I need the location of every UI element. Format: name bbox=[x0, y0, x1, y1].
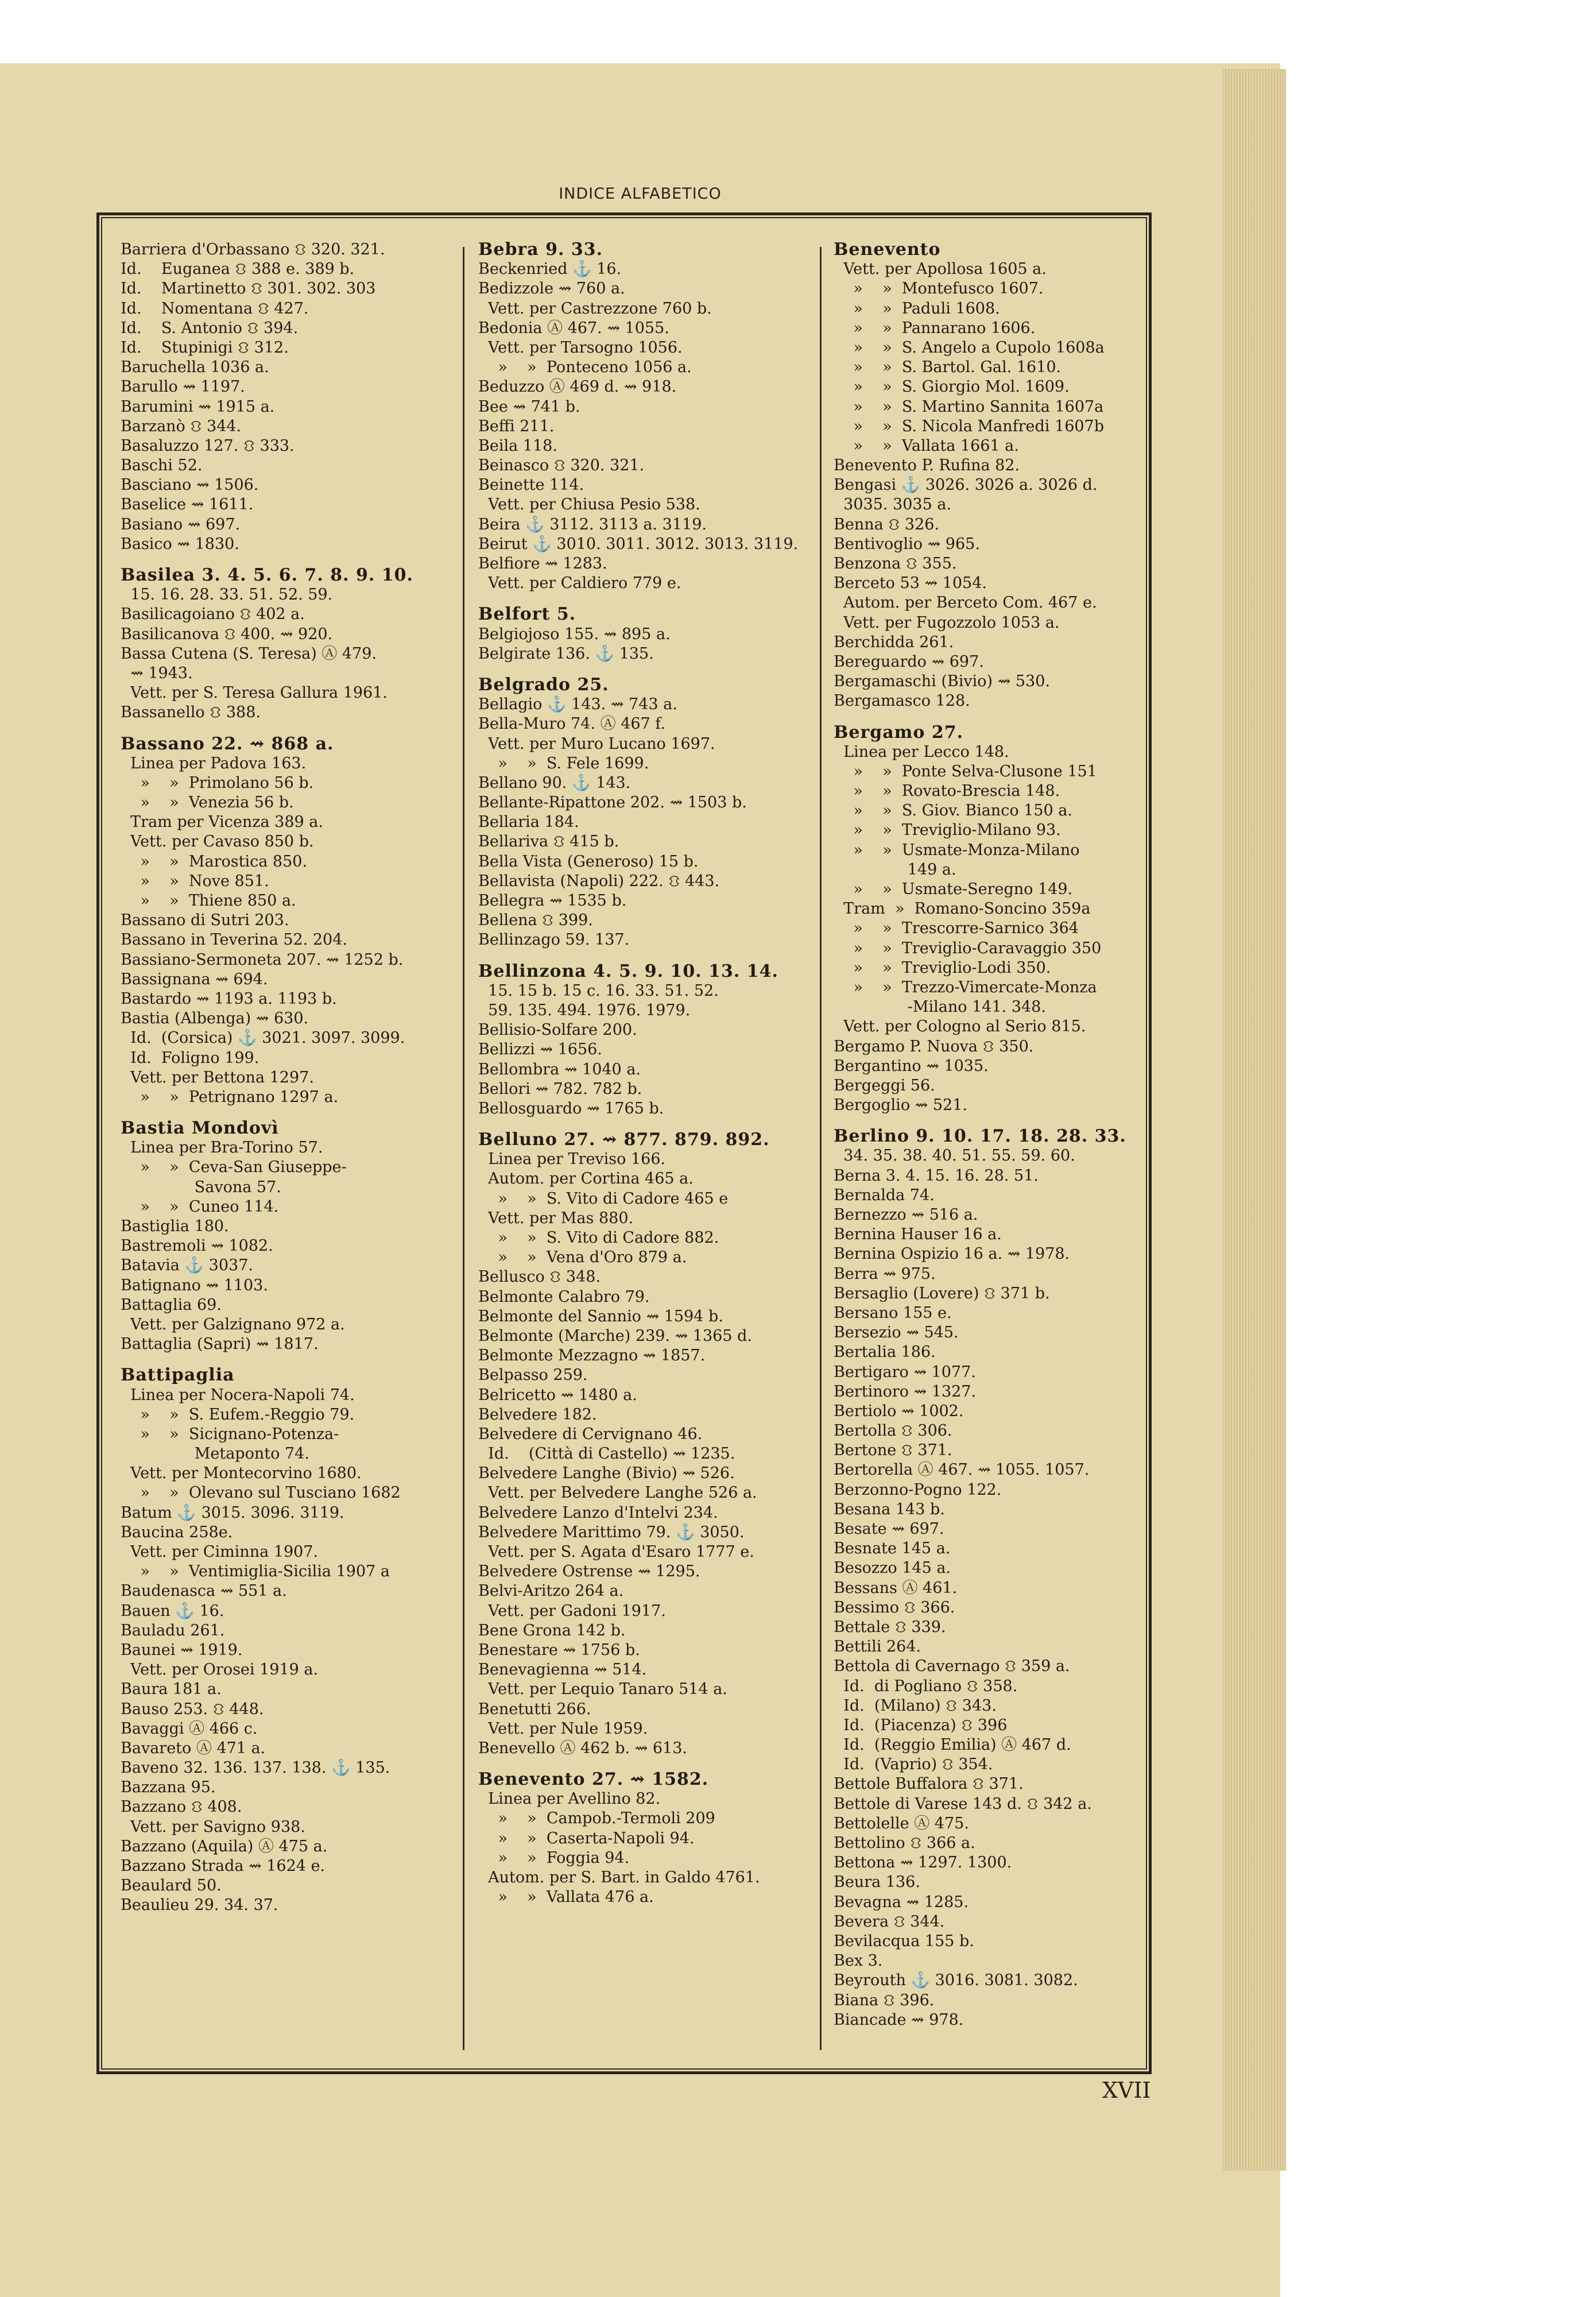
index-entry: Belmonte del Sannio ⇝ 1594 b. bbox=[478, 1307, 723, 1325]
index-entry: Berra ⇝ 975. bbox=[834, 1264, 936, 1283]
index-entry: Vett. per Cologno al Serio 815. bbox=[834, 1018, 1086, 1036]
index-entry: Vett. per Tarsogno 1056. bbox=[478, 338, 683, 357]
index-entry: Bernina Ospizio 16 a. ⇝ 1978. bbox=[834, 1245, 1070, 1263]
index-entry: Battaglia (Sapri) ⇝ 1817. bbox=[121, 1335, 319, 1354]
index-entry: Benzona ⛻ 355. bbox=[834, 555, 957, 573]
index-entry: » » Caserta-Napoli 94. bbox=[478, 1829, 695, 1847]
index-entry: Id. (Reggio Emilia) Ⓐ 467 d. bbox=[834, 1736, 1071, 1754]
index-entry: Bergantino ⇝ 1035. bbox=[834, 1057, 989, 1075]
index-entry: Bettale ⛻ 339. bbox=[834, 1618, 946, 1636]
index-heading: Bassano 22. ⇝ 868 a. bbox=[121, 734, 334, 754]
index-entry: Linea per Lecco 148. bbox=[834, 743, 1009, 761]
index-entry: Bergoglio ⇝ 521. bbox=[834, 1096, 967, 1115]
index-entry: Bazzano Strada ⇝ 1624 e. bbox=[121, 1857, 326, 1875]
index-entry: Berna 3. 4. 15. 16. 28. 51. bbox=[834, 1166, 1039, 1185]
index-entry: Bettona ⇝ 1297. 1300. bbox=[834, 1854, 1012, 1872]
entry-gap bbox=[121, 554, 454, 566]
index-entry: Bavaggi Ⓐ 466 c. bbox=[121, 1719, 258, 1738]
index-entry: » » Vallata 1661 a. bbox=[834, 436, 1019, 455]
index-entry: Berchidda 261. bbox=[834, 633, 954, 651]
entry-gap bbox=[478, 950, 817, 962]
index-entry: Bertolla ⛻ 306. bbox=[834, 1422, 952, 1440]
index-entry: Belfiore ⇝ 1283. bbox=[478, 555, 607, 573]
index-entry: » » Venezia 56 b. bbox=[121, 794, 294, 812]
index-entry: Belvedere Lanzo d'Intelvi 234. bbox=[478, 1503, 718, 1522]
index-entry: Bellisio-Solfare 200. bbox=[478, 1021, 637, 1039]
index-entry: Id. Nomentana ⛻ 427. bbox=[121, 299, 309, 318]
index-entry: Baucina 258e. bbox=[121, 1523, 233, 1541]
index-entry: » » Treviglio-Milano 93. bbox=[834, 821, 1061, 840]
index-entry: Barzanò ⛻ 344. bbox=[121, 417, 242, 435]
index-entry: Vett. per Gadoni 1917. bbox=[478, 1602, 666, 1620]
index-entry: Bella-Muro 74. Ⓐ 467 f. bbox=[478, 715, 665, 733]
index-entry: » » Trezzo-Vimercate-Monza bbox=[834, 978, 1097, 996]
index-entry: Bettole di Varese 143 d. ⛻ 342 a. bbox=[834, 1795, 1092, 1813]
index-entry: Belvedere Ostrense ⇝ 1295. bbox=[478, 1563, 700, 1581]
index-entry: Bertiolo ⇝ 1002. bbox=[834, 1402, 964, 1420]
index-entry: » » Usmate-Seregno 149. bbox=[834, 880, 1073, 898]
index-entry: Belricetto ⇝ 1480 a. bbox=[478, 1386, 637, 1404]
index-entry: » » Pannarano 1606. bbox=[834, 319, 1036, 337]
index-entry: » » S. Giov. Bianco 150 a. bbox=[834, 802, 1072, 820]
index-entry: Linea per Nocera-Napoli 74. bbox=[121, 1386, 355, 1404]
index-entry: Bellombra ⇝ 1040 a. bbox=[478, 1060, 641, 1078]
index-heading: Bastia Mondovì bbox=[121, 1119, 279, 1139]
index-entry: Bertalia 186. bbox=[834, 1343, 936, 1362]
index-entry: Bellusco ⛻ 348. bbox=[478, 1268, 601, 1286]
index-entry: Bergamo P. Nuova ⛻ 350. bbox=[834, 1037, 1034, 1055]
index-entry: » » Treviglio-Lodi 350. bbox=[834, 958, 1051, 977]
index-entry: Bertigaro ⇝ 1077. bbox=[834, 1363, 976, 1381]
index-entry: Vett. per S. Teresa Gallura 1961. bbox=[121, 684, 388, 702]
index-entry: Bex 3. bbox=[834, 1952, 883, 1970]
index-entry: Bassiano-Sermoneta 207. ⇝ 1252 b. bbox=[121, 950, 404, 969]
index-entry: Benevagienna ⇝ 514. bbox=[478, 1661, 647, 1679]
index-entry: 3035. 3035 a. bbox=[834, 496, 952, 514]
index-entry: » » Campob.-Termoli 209 bbox=[478, 1809, 715, 1828]
index-entry: Belvedere 182. bbox=[478, 1405, 597, 1424]
index-entry: » » S. Nicola Manfredi 1607b bbox=[834, 417, 1105, 435]
index-entry: Bergamaschi (Bivio) ⇝ 530. bbox=[834, 672, 1050, 691]
index-entry: Baudenasca ⇝ 551 a. bbox=[121, 1582, 287, 1600]
index-entry: Vett. per Belvedere Langhe 526 a. bbox=[478, 1484, 757, 1502]
index-entry: Belvi-Aritzo 264 a. bbox=[478, 1582, 624, 1600]
index-entry: Metaponto 74. bbox=[121, 1445, 309, 1463]
index-entry: » » S. Martino Sannita 1607a bbox=[834, 397, 1104, 416]
index-entry: Beira ⚓ 3112. 3113 a. 3119. bbox=[478, 515, 707, 533]
index-entry: Bersaglio (Lovere) ⛻ 371 b. bbox=[834, 1284, 1050, 1302]
index-entry: Batum ⚓ 3015. 3096. 3119. bbox=[121, 1503, 344, 1522]
index-entry: » » S. Vito di Cadore 882. bbox=[478, 1229, 719, 1247]
index-entry: Id. Euganea ⛻ 388 e. 389 b. bbox=[121, 260, 355, 279]
index-entry: Bettolino ⛻ 366 a. bbox=[834, 1834, 975, 1852]
index-entry: Bella Vista (Generoso) 15 b. bbox=[478, 852, 699, 871]
index-entry: Id. S. Antonio ⛻ 394. bbox=[121, 319, 299, 337]
index-entry: Bastardo ⇝ 1193 a. 1193 b. bbox=[121, 989, 337, 1008]
index-entry: Benna ⛻ 326. bbox=[834, 515, 940, 533]
index-entry: Beckenried ⚓ 16. bbox=[478, 260, 622, 279]
entry-gap bbox=[834, 711, 1167, 723]
index-entry: Id. Stupinigi ⛻ 312. bbox=[121, 338, 289, 357]
index-entry: » » Ventimiglia-Sicilia 1907 a bbox=[121, 1563, 390, 1581]
index-entry: Bersano 155 e. bbox=[834, 1304, 952, 1322]
index-entry: -Milano 141. 348. bbox=[834, 998, 1046, 1016]
index-entry: Baura 181 a. bbox=[121, 1680, 222, 1699]
index-entry: Belmonte Calabro 79. bbox=[478, 1287, 650, 1306]
index-entry: Battaglia 69. bbox=[121, 1296, 222, 1314]
index-entry: » » Trescorre-Sarnico 364 bbox=[834, 919, 1079, 938]
index-entry: Barriera d'Orbassano ⛻ 320. 321. bbox=[121, 241, 385, 258]
index-entry: Bersezio ⇝ 545. bbox=[834, 1324, 959, 1342]
index-entry: Bellinzago 59. 137. bbox=[478, 931, 630, 949]
index-entry: Beirut ⚓ 3010. 3011. 3012. 3013. 3119. bbox=[478, 535, 799, 553]
page-header: INDICE ALFABETICO bbox=[559, 185, 722, 203]
column-divider bbox=[820, 247, 822, 2050]
index-entry: Benetutti 266. bbox=[478, 1700, 591, 1718]
index-entry: Bereguardo ⇝ 697. bbox=[834, 652, 984, 671]
index-entry: 59. 135. 494. 1976. 1979. bbox=[478, 1001, 691, 1019]
index-heading: Bergamo 27. bbox=[834, 722, 964, 743]
index-entry: Id. Martinetto ⛻ 301. 302. 303 bbox=[121, 280, 376, 298]
index-entry: Basilicanova ⛻ 400. ⇝ 920. bbox=[121, 625, 333, 643]
index-heading: Benevento bbox=[834, 240, 941, 260]
index-entry: Beila 118. bbox=[478, 436, 557, 455]
index-entry: Bentivoglio ⇝ 965. bbox=[834, 535, 980, 553]
index-entry: Vett. per Galzignano 972 a. bbox=[121, 1315, 345, 1333]
index-entry: Bellano 90. ⚓ 143. bbox=[478, 774, 631, 792]
index-column-1 bbox=[121, 240, 454, 2060]
index-entry: Bazzana 95. bbox=[121, 1778, 216, 1797]
index-entry: 34. 35. 38. 40. 51. 55. 59. 60. bbox=[834, 1147, 1075, 1165]
index-entry: Vett. per Muro Lucano 1697. bbox=[478, 734, 715, 753]
index-entry: Vett. per Apollosa 1605 a. bbox=[834, 260, 1047, 279]
page-edges bbox=[1223, 69, 1286, 2171]
index-entry: » » S. Angelo a Cupolo 1608a bbox=[834, 338, 1105, 357]
index-entry: Bergamasco 128. bbox=[834, 692, 970, 710]
index-entry: » » Olevano sul Tusciano 1682 bbox=[121, 1484, 401, 1502]
index-entry: Bellegra ⇝ 1535 b. bbox=[478, 892, 627, 910]
index-entry: Bee ⇝ 741 b. bbox=[478, 397, 580, 416]
index-entry: Berceto 53 ⇝ 1054. bbox=[834, 574, 987, 593]
index-heading: Basilea 3. 4. 5. 6. 7. 8. 9. 10. bbox=[121, 566, 413, 585]
index-entry: Bettolelle Ⓐ 475. bbox=[834, 1814, 969, 1832]
index-entry: 15. 15 b. 15 c. 16. 33. 51. 52. bbox=[478, 981, 719, 1000]
index-entry: Benevello Ⓐ 462 b. ⇝ 613. bbox=[478, 1739, 687, 1757]
index-entry: Baselice ⇝ 1611. bbox=[121, 496, 254, 514]
index-entry: Bernina Hauser 16 a. bbox=[834, 1225, 1002, 1244]
index-entry: Bevilacqua 155 b. bbox=[834, 1932, 974, 1950]
index-entry: Bessimo ⛻ 366. bbox=[834, 1598, 955, 1617]
index-entry: Linea per Treviso 166. bbox=[478, 1150, 666, 1169]
index-entry: Id. (Città di Castello) ⇝ 1235. bbox=[478, 1445, 735, 1463]
index-entry: Besozzo 145 a. bbox=[834, 1559, 951, 1577]
entry-gap bbox=[121, 1354, 454, 1366]
index-entry: 15. 16. 28. 33. 51. 52. 59. bbox=[121, 586, 333, 604]
index-heading: Benevento 27. ⇝ 1582. bbox=[478, 1770, 709, 1790]
entry-gap bbox=[478, 1758, 817, 1770]
index-entry: Bauladu 261. bbox=[121, 1621, 225, 1639]
index-entry: Vett. per Nule 1959. bbox=[478, 1719, 648, 1738]
page-number: XVII bbox=[1102, 2078, 1151, 2103]
index-entry: Belgiojoso 155. ⇝ 895 a. bbox=[478, 625, 671, 643]
index-entry: Bavareto Ⓐ 471 a. bbox=[121, 1739, 266, 1757]
index-entry: Bassignana ⇝ 694. bbox=[121, 970, 268, 988]
index-entry: Id. (Milano) ⛻ 343. bbox=[834, 1696, 997, 1715]
index-entry: » » Vena d'Oro 879 a. bbox=[478, 1248, 687, 1267]
index-entry: » » Ponte Selva-Clusone 151 bbox=[834, 762, 1097, 780]
index-entry: Beffi 211. bbox=[478, 417, 555, 435]
index-entry: Bertone ⛻ 371. bbox=[834, 1441, 952, 1460]
index-heading: Belfort 5. bbox=[478, 605, 576, 625]
index-entry: Bellena ⛻ 399. bbox=[478, 911, 593, 930]
index-entry: Bazzano ⛻ 408. bbox=[121, 1798, 242, 1816]
index-entry: Beura 136. bbox=[834, 1873, 920, 1892]
index-entry: Basiano ⇝ 697. bbox=[121, 515, 241, 533]
entry-gap bbox=[121, 723, 454, 734]
index-heading: Belluno 27. ⇝ 877. 879. 892. bbox=[478, 1130, 770, 1150]
index-entry: Vett. per Cavaso 850 b. bbox=[121, 833, 314, 851]
entry-gap bbox=[478, 593, 817, 605]
index-entry: Tram » Romano-Soncino 359a bbox=[834, 900, 1091, 918]
index-entry: Vett. per Bettona 1297. bbox=[121, 1068, 314, 1086]
index-entry: » » Usmate-Monza-Milano bbox=[834, 841, 1080, 859]
index-entry: Id. (Vaprio) ⛻ 354. bbox=[834, 1755, 993, 1774]
index-entry: Baschi 52. bbox=[121, 457, 203, 475]
index-entry: Barullo ⇝ 1197. bbox=[121, 378, 245, 396]
index-entry: » » S. Bartol. Gal. 1610. bbox=[834, 358, 1062, 377]
index-entry: Basciano ⇝ 1506. bbox=[121, 476, 259, 494]
index-entry: Bevera ⛻ 344. bbox=[834, 1912, 945, 1931]
index-entry: Vett. per Montecorvino 1680. bbox=[121, 1464, 362, 1483]
index-entry: Belpasso 259. bbox=[478, 1366, 588, 1385]
index-entry: Vett. per Caldiero 779 e. bbox=[478, 574, 681, 593]
index-entry: Vett. per Lequio Tanaro 514 a. bbox=[478, 1680, 727, 1699]
index-entry: Biana ⛻ 396. bbox=[834, 1991, 935, 2009]
index-entry: Vett. per Chiusa Pesio 538. bbox=[478, 496, 700, 514]
index-entry: Bassano in Teverina 52. 204. bbox=[121, 931, 347, 949]
index-entry: Bassano di Sutri 203. bbox=[121, 911, 289, 930]
index-entry: Bedizzole ⇝ 760 a. bbox=[478, 280, 625, 298]
entry-gap bbox=[478, 664, 817, 675]
entry-gap bbox=[121, 1107, 454, 1119]
index-entry: Belmonte (Marche) 239. ⇝ 1365 d. bbox=[478, 1327, 752, 1345]
index-heading: Bellinzona 4. 5. 9. 10. 13. 14. bbox=[478, 961, 778, 981]
index-entry: Vett. per Savigno 938. bbox=[121, 1818, 305, 1836]
index-entry: Beinette 114. bbox=[478, 476, 584, 494]
index-entry: Bellagio ⚓ 143. ⇝ 743 a. bbox=[478, 695, 677, 714]
index-entry: » » Ceva-San Giuseppe- bbox=[121, 1158, 347, 1177]
index-entry: Bassanello ⛻ 388. bbox=[121, 703, 261, 722]
index-entry: » » Montefusco 1607. bbox=[834, 280, 1044, 298]
index-entry: » » Petrignano 1297 a. bbox=[121, 1088, 339, 1106]
index-entry: » » Rovato-Brescia 148. bbox=[834, 782, 1060, 801]
index-heading: Battipaglia bbox=[121, 1366, 235, 1386]
index-entry: Autom. per S. Bart. in Galdo 4761. bbox=[478, 1869, 760, 1886]
index-entry: Bauso 253. ⛻ 448. bbox=[121, 1700, 264, 1718]
index-entry: Beaulard 50. bbox=[121, 1877, 222, 1895]
index-entry: » » Marostica 850. bbox=[121, 852, 308, 871]
index-entry: Bettole Buffalora ⛻ 371. bbox=[834, 1775, 1024, 1793]
index-column-3 bbox=[834, 240, 1167, 2060]
index-entry: » » Ponteceno 1056 a. bbox=[478, 358, 692, 377]
index-entry: » » Foggia 94. bbox=[478, 1849, 630, 1867]
index-entry: ⇝ 1943. bbox=[121, 664, 193, 682]
index-entry: Bertorella Ⓐ 467. ⇝ 1055. 1057. bbox=[834, 1461, 1090, 1479]
index-heading: Belgrado 25. bbox=[478, 675, 609, 695]
index-entry: Id. di Pogliano ⛻ 358. bbox=[834, 1677, 1018, 1695]
index-entry: Vett. per S. Agata d'Esaro 1777 e. bbox=[478, 1543, 754, 1561]
index-entry: Besate ⇝ 697. bbox=[834, 1520, 944, 1538]
index-entry: » » Primolano 56 b. bbox=[121, 774, 314, 792]
index-heading: Bebra 9. 33. bbox=[478, 240, 603, 260]
index-entry: Bergeggi 56. bbox=[834, 1076, 935, 1095]
index-entry: Batignano ⇝ 1103. bbox=[121, 1276, 268, 1294]
index-entry: » » Sicignano-Potenza- bbox=[121, 1425, 339, 1443]
index-entry: Batavia ⚓ 3037. bbox=[121, 1256, 253, 1275]
index-entry: Belvedere Marittimo 79. ⚓ 3050. bbox=[478, 1523, 745, 1541]
index-entry: Baunei ⇝ 1919. bbox=[121, 1641, 243, 1659]
index-entry: Bedonia Ⓐ 467. ⇝ 1055. bbox=[478, 319, 669, 337]
index-entry: » » Nove 851. bbox=[121, 872, 269, 890]
index-entry: Belmonte Mezzagno ⇝ 1857. bbox=[478, 1347, 706, 1365]
index-entry: Linea per Padova 163. bbox=[121, 754, 307, 772]
index-entry: Basaluzzo 127. ⛻ 333. bbox=[121, 436, 295, 455]
entry-gap bbox=[834, 1115, 1167, 1127]
index-entry: Beaulieu 29. 34. 37. bbox=[121, 1896, 278, 1915]
index-entry: Bellavista (Napoli) 222. ⛻ 443. bbox=[478, 872, 720, 890]
index-entry: Benevento P. Rufina 82. bbox=[834, 457, 1020, 475]
index-entry: » » Cuneo 114. bbox=[121, 1197, 279, 1216]
index-entry: Bettili 264. bbox=[834, 1638, 921, 1656]
index-entry: Bellizzi ⇝ 1656. bbox=[478, 1041, 602, 1059]
index-entry: Bellori ⇝ 782. 782 b. bbox=[478, 1080, 642, 1098]
index-entry: Bellosguardo ⇝ 1765 b. bbox=[478, 1099, 664, 1117]
index-entry: Bene Grona 142 b. bbox=[478, 1621, 626, 1639]
index-entry: Bernezzo ⇝ 516 a. bbox=[834, 1206, 978, 1224]
index-entry: Bessans Ⓐ 461. bbox=[834, 1579, 958, 1597]
index-entry: Besana 143 b. bbox=[834, 1500, 945, 1518]
index-entry: Autom. per Berceto Com. 467 e. bbox=[834, 594, 1097, 612]
index-entry: Vett. per Mas 880. bbox=[478, 1209, 634, 1227]
index-entry: Belvedere Langhe (Bivio) ⇝ 526. bbox=[478, 1464, 735, 1483]
index-entry: Barumini ⇝ 1915 a. bbox=[121, 397, 275, 416]
index-entry: 149 a. bbox=[834, 860, 956, 879]
index-heading: Berlino 9. 10. 17. 18. 28. 33. bbox=[834, 1127, 1126, 1147]
index-entry: » » Vallata 476 a. bbox=[478, 1888, 654, 1907]
index-entry: Berzonno-Pogno 122. bbox=[834, 1480, 1002, 1499]
index-entry: Bauen ⚓ 16. bbox=[121, 1602, 224, 1620]
index-entry: Belgirate 136. ⚓ 135. bbox=[478, 644, 654, 663]
index-entry: Bassa Cutena (S. Teresa) Ⓐ 479. bbox=[121, 644, 377, 663]
index-entry: Vett. per Fugozzolo 1053 a. bbox=[834, 613, 1060, 632]
index-entry: Savona 57. bbox=[121, 1178, 281, 1196]
index-entry: Basico ⇝ 1830. bbox=[121, 535, 239, 553]
index-entry: Vett. per Ciminna 1907. bbox=[121, 1543, 319, 1561]
index-entry: Bengasi ⚓ 3026. 3026 a. 3026 d. bbox=[834, 476, 1098, 494]
index-entry: Bevagna ⇝ 1285. bbox=[834, 1893, 969, 1911]
index-entry: Besnate 145 a. bbox=[834, 1540, 951, 1558]
index-entry: Benestare ⇝ 1756 b. bbox=[478, 1641, 640, 1659]
index-entry: » » Treviglio-Caravaggio 350 bbox=[834, 939, 1102, 957]
index-entry: Bettola di Cavernago ⛻ 359 a. bbox=[834, 1657, 1070, 1676]
index-entry: Bellaria 184. bbox=[478, 813, 579, 832]
index-entry: Beyrouth ⚓ 3016. 3081. 3082. bbox=[834, 1971, 1078, 1990]
index-entry: Bastia (Albenga) ⇝ 630. bbox=[121, 1010, 309, 1028]
index-entry: Belvedere di Cervignano 46. bbox=[478, 1425, 703, 1443]
index-entry: Autom. per Cortina 465 a. bbox=[478, 1170, 694, 1188]
index-entry: Vett. per Orosei 1919 a. bbox=[121, 1661, 319, 1679]
index-entry: Tram per Vicenza 389 a. bbox=[121, 813, 323, 832]
index-entry: Bellante-Ripattone 202. ⇝ 1503 b. bbox=[478, 794, 747, 812]
index-entry: » » Paduli 1608. bbox=[834, 299, 1000, 318]
index-entry: Id. (Piacenza) ⛻ 396 bbox=[834, 1716, 1008, 1734]
index-entry: Id. Foligno 199. bbox=[121, 1049, 259, 1067]
index-entry: » » S. Vito di Cadore 465 e bbox=[478, 1189, 729, 1208]
index-entry: Beinasco ⛻ 320. 321. bbox=[478, 457, 645, 475]
index-entry: Baruchella 1036 a. bbox=[121, 358, 269, 377]
index-entry: Basilicagoiano ⛻ 402 a. bbox=[121, 605, 305, 624]
index-entry: Linea per Avellino 82. bbox=[478, 1790, 661, 1808]
index-entry: Beduzzo Ⓐ 469 d. ⇝ 918. bbox=[478, 378, 677, 396]
index-entry: » » S. Fele 1699. bbox=[478, 754, 649, 772]
index-entry: » » S. Eufem.-Reggio 79. bbox=[121, 1405, 355, 1424]
index-entry: Biancade ⇝ 978. bbox=[834, 2010, 964, 2029]
index-entry: Bernalda 74. bbox=[834, 1186, 935, 1204]
index-column-2 bbox=[478, 240, 817, 2060]
index-entry: Bastremoli ⇝ 1082. bbox=[121, 1237, 273, 1255]
index-entry: » » Thiene 850 a. bbox=[121, 892, 296, 910]
index-entry: Bazzano (Aquila) Ⓐ 475 a. bbox=[121, 1837, 328, 1855]
index-entry: Vett. per Castrezzone 760 b. bbox=[478, 299, 712, 318]
index-entry: Id. (Corsica) ⚓ 3021. 3097. 3099. bbox=[121, 1029, 405, 1047]
index-entry: Bertinoro ⇝ 1327. bbox=[834, 1382, 977, 1401]
entry-gap bbox=[478, 1119, 817, 1130]
index-entry: Baveno 32. 136. 137. 138. ⚓ 135. bbox=[121, 1759, 390, 1777]
index-entry: » » S. Giorgio Mol. 1609. bbox=[834, 378, 1070, 396]
index-entry: Linea per Bra-Torino 57. bbox=[121, 1139, 323, 1157]
index-entry: Bellariva ⛻ 415 b. bbox=[478, 833, 619, 851]
index-entry: Bastiglia 180. bbox=[121, 1217, 229, 1235]
column-divider bbox=[463, 247, 464, 2050]
